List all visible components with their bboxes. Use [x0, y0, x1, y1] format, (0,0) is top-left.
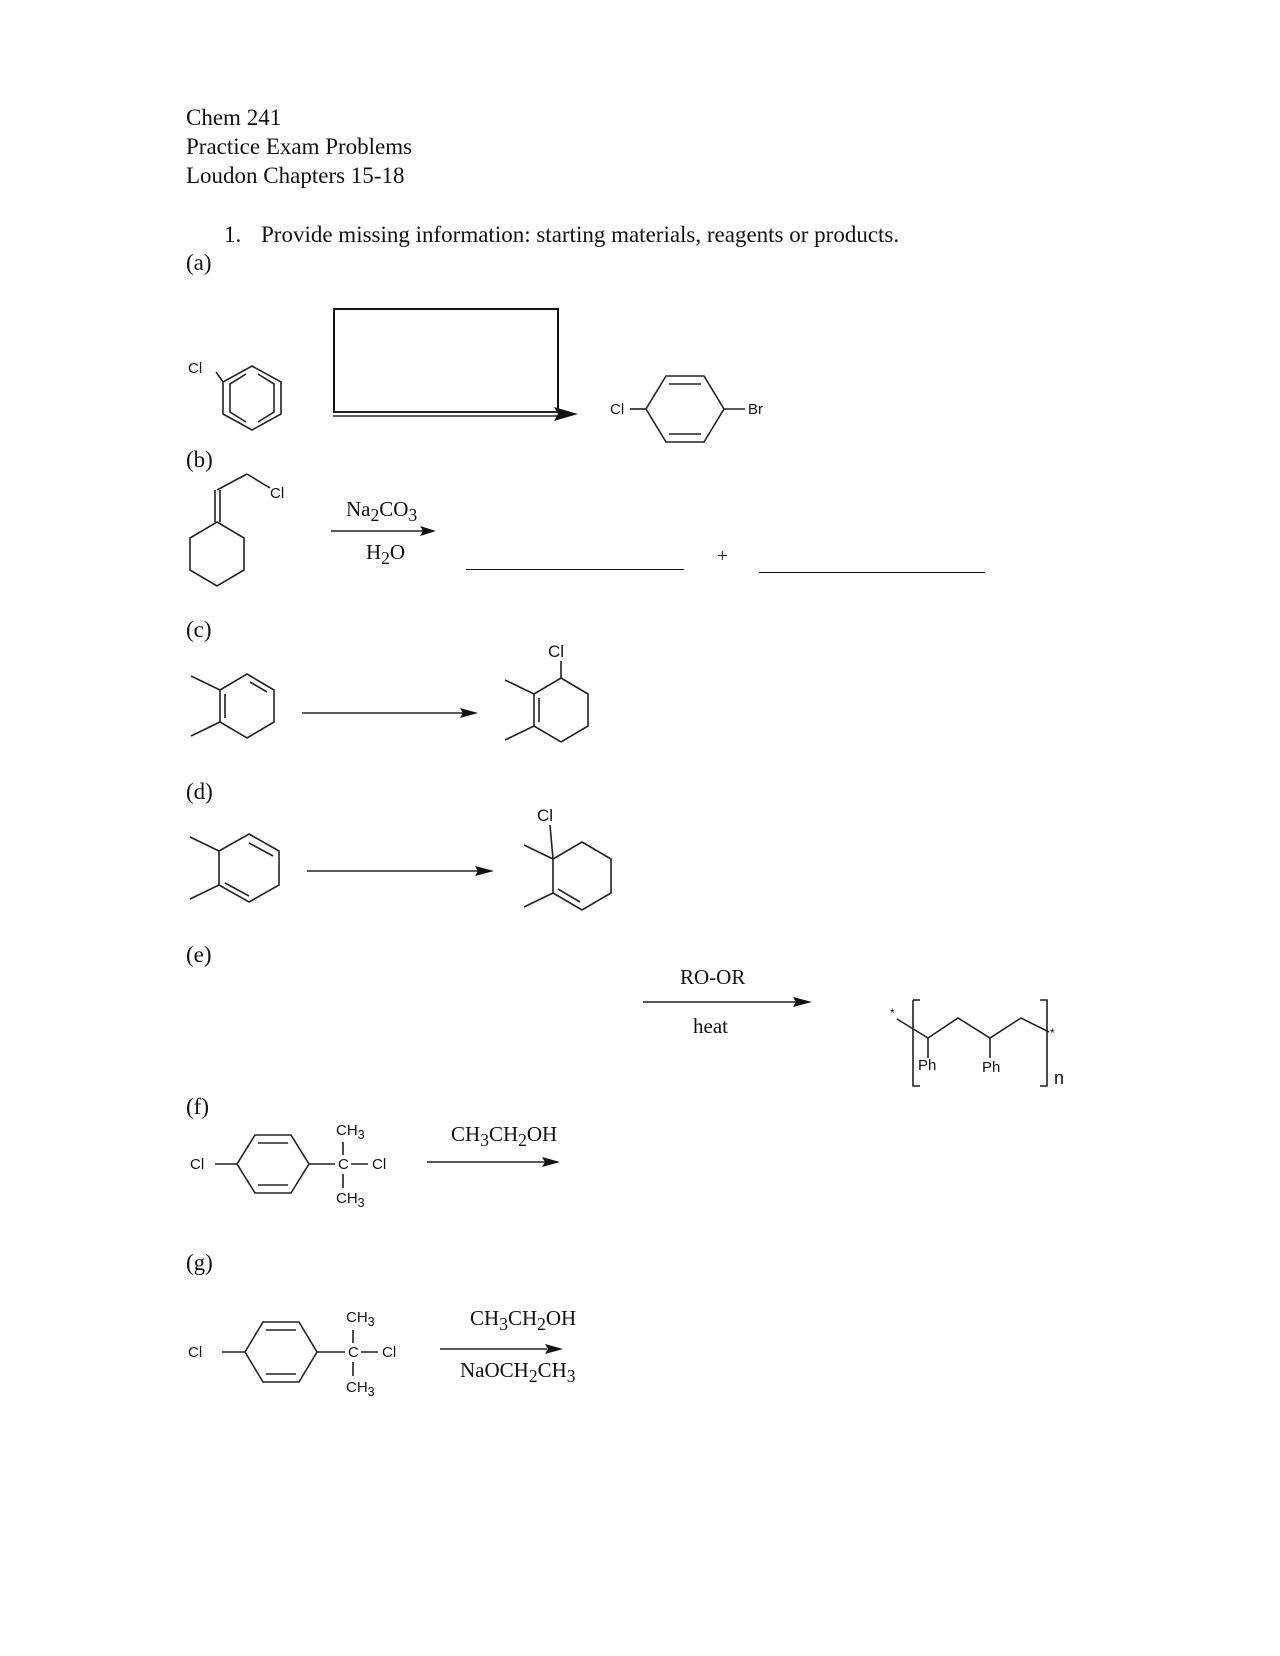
part-g-aryl-cl: Cl	[188, 1344, 203, 1361]
part-c-product-cl: Cl	[548, 642, 565, 661]
part-e-repeat-n: n	[1054, 1068, 1065, 1088]
part-g-label: (g)	[186, 1250, 213, 1275]
part-d-product-cl: Cl	[537, 806, 554, 825]
part-b-label: (b)	[186, 447, 213, 472]
part-c-label: (c)	[186, 617, 212, 642]
part-f-label: (f)	[186, 1094, 209, 1119]
part-g-reagent-top: $CH_3CH_2OH$	[470, 1306, 577, 1335]
chapters-line: Loudon Chapters 15-18	[186, 163, 405, 188]
part-g-reagent-bottom: $NaOCH_2CH_3$	[460, 1358, 576, 1387]
part-e-star-right: *	[1050, 1026, 1055, 1040]
part-a-label: (a)	[186, 250, 212, 275]
part-e-reagent-top: RO-OR	[680, 965, 746, 989]
part-f-aryl-cl: Cl	[190, 1156, 205, 1173]
part-g-methyl-bottom: $CH_3$	[346, 1379, 375, 1399]
part-b-plus: +	[717, 546, 728, 567]
part-g-alkyl-cl: Cl	[382, 1344, 397, 1361]
part-f-alkyl-cl: Cl	[372, 1156, 387, 1173]
course-name: Chem 241	[186, 105, 282, 130]
part-b-reagent-bottom: $H_2O$	[366, 540, 406, 569]
part-e-reagent-bottom: heat	[693, 1014, 728, 1038]
part-a-reactant-cl: Cl	[188, 360, 203, 377]
part-g-methyl-top: $CH_3$	[346, 1309, 375, 1329]
part-f-quaternary-c: C	[338, 1156, 349, 1173]
part-a-product-br: Br	[748, 401, 763, 418]
part-e-phenyl-1: Ph	[918, 1057, 937, 1074]
part-b-reagent-top: $Na_2CO_3$	[346, 497, 418, 526]
part-e-phenyl-2: Ph	[982, 1059, 1001, 1076]
part-d-label: (d)	[186, 779, 213, 804]
part-f-methyl-bottom: $CH_3$	[336, 1190, 365, 1210]
exam-title: Practice Exam Problems	[186, 134, 413, 159]
question-prompt: Provide missing information: starting materials, reagents or products.	[261, 222, 900, 247]
question-number: 1.	[224, 222, 242, 247]
part-f-methyl-top: $CH_3$	[336, 1122, 365, 1142]
part-e-star-left: *	[890, 1006, 895, 1020]
part-b-reactant-cl: Cl	[270, 485, 285, 502]
part-a-product-cl: Cl	[610, 401, 625, 418]
part-e-label: (e)	[186, 942, 212, 967]
part-g-quaternary-c: C	[348, 1344, 359, 1361]
part-f-reagent-top: $CH_3CH_2OH$	[451, 1122, 558, 1151]
